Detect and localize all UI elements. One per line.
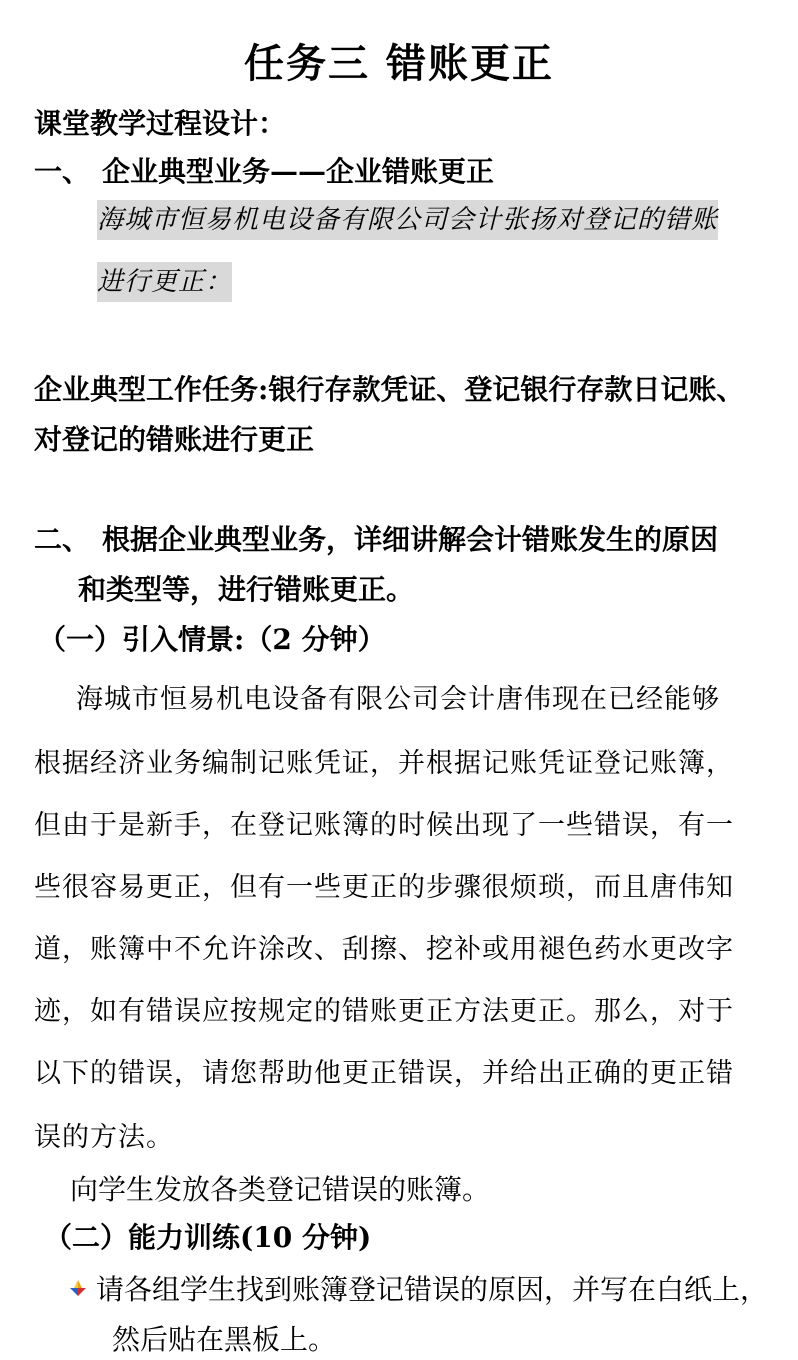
page-title: 任务三 错账更正 <box>244 40 554 87</box>
bullet-line-2: 然后贴在黑板上。 <box>112 1323 337 1356</box>
section-one-text: 企业典型业务——企业错账更正 <box>102 155 495 188</box>
paragraph-line: 误的方法。 <box>34 1122 174 1153</box>
section-one-heading <box>34 154 494 190</box>
task-line-2: 对登记的错账进行更正 <box>34 423 315 456</box>
paragraph-line: 些很容易更正，但有一些更正的步骤很烦琐，而且唐伟知 <box>34 872 734 903</box>
highlight-line-1: 海城市恒易机电设备有限公司会计张扬对登记的错账 <box>97 200 718 240</box>
paragraph-line: 海城市恒易机电设备有限公司会计唐伟现在已经能够 <box>76 684 720 715</box>
paragraph-line: 迹，如有错误应按规定的错账更正方法更正。那么，对于 <box>34 996 734 1027</box>
highlight-line-2: 进行更正： <box>97 262 232 302</box>
section-two-number: 二、 <box>34 523 91 556</box>
paragraph-line: 道，账簿中不允许涂改、刮擦、挖补或用褪色药水更改字 <box>34 934 734 965</box>
bullet-icon <box>68 1278 88 1298</box>
section-two-line-2: 和类型等，进行错账更正。 <box>78 573 415 606</box>
section-one-number: 一、 <box>34 155 91 188</box>
paragraph-line: 以下的错误，请您帮助他更正错误，并给出正确的更正错 <box>34 1058 734 1089</box>
section-design-heading: 课堂教学过程设计： <box>34 107 287 140</box>
distribute-note: 向学生发放各类登记错误的账簿。 <box>70 1173 491 1206</box>
task-line-1: 企业典型工作任务:银行存款凭证、登记银行存款日记账、 <box>34 373 745 406</box>
paragraph-line: 但由于是新手，在登记账簿的时候出现了一些错误，有一 <box>34 810 734 841</box>
bullet-line-1: 请各组学生找到账簿登记错误的原因，并写在白纸上， <box>96 1273 769 1306</box>
subsection-two-heading: （二）能力训练(10 分钟) <box>44 1221 372 1254</box>
paragraph-line: 根据经济业务编制记账凭证，并根据记账凭证登记账簿， <box>34 748 734 779</box>
section-two-line-1: 根据企业典型业务，详细讲解会计错账发生的原因 <box>102 523 719 556</box>
subsection-one-heading: （一）引入情景:（2 分钟） <box>38 623 386 656</box>
section-two-heading <box>34 522 718 558</box>
